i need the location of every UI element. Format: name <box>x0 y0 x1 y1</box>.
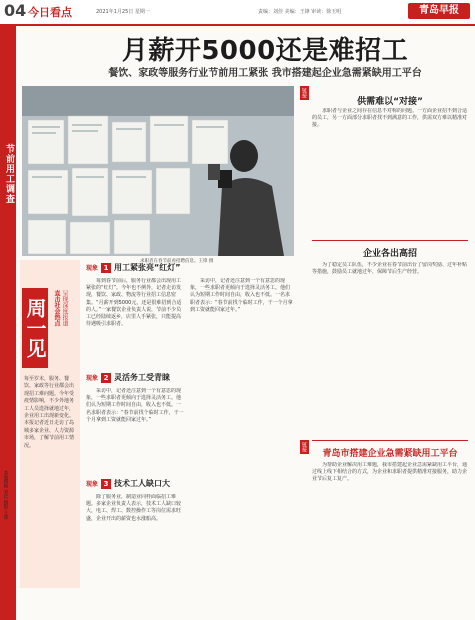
right-box-title: 供需难以“对接” <box>357 97 423 107</box>
top-bar <box>0 0 475 26</box>
section-b-body: 为帮助企业解决用工难题，我市搭建起企业急需紧缺用工平台，通过线上线下相结合的方式，为企业和求职者提供精准对接服务，助力企业节后复工复产。 <box>312 462 468 483</box>
right-column-tag-2 <box>300 440 308 454</box>
section-name: 今日看点 <box>28 6 72 19</box>
section-1-heading <box>86 262 296 273</box>
right-column-tag-2-text: 链接 <box>301 442 307 452</box>
section-2-number: 2 <box>101 373 111 383</box>
right-divider-2 <box>312 440 468 441</box>
section-a-body: 为了稳定员工队伍，不少企业在春节前出台了留岗奖励、过年补贴等措施，鼓励员工就地过年，保障节后生产经营。 <box>312 262 468 276</box>
section-b-title: 青岛市搭建企业急需紧缺用工平台 <box>322 449 458 459</box>
section-2-body: 采访中，记者还注意到一个有意思的现象，一些求职者更倾向于选择灵活务工。他们认为短期工作时间自由，收入也不低。一名求职者表示：“春节前找个临时工作，干一个月拿到工资就能回家过年。” <box>86 388 184 423</box>
section-1-body: 每到春节前后，服务行业都会出现用工紧张的“红灯”。今年也不例外，记者走访发现，餐饮、家政、物流等行业招工信息密集。“月薪开到5000元，还是很难招到合适的人。”一家餐饮企业负责人说，节前不少员工已经陆续返乡，店里人手紧张，只能提高待遇吸引求职者。 <box>86 278 182 328</box>
job-board-photo-illustration <box>22 86 294 256</box>
right-divider-1 <box>312 240 468 241</box>
right-column-tag-1-text: 链接 <box>301 88 307 98</box>
right-column-tag-1 <box>300 86 308 100</box>
column-vertical-label: 节前用工调查 <box>4 144 14 204</box>
side-notes: 本版撰稿 刘佳 摄影 王锋 <box>3 470 8 520</box>
subheadline: 餐饮、家政等服务行业节前用工紧张 我市搭建起企业急需紧缺用工平台 <box>108 68 422 79</box>
section-2-heading <box>86 372 190 383</box>
section-a-title: 企业各出高招 <box>362 249 417 259</box>
section-1-title: 用工紧张亮“红灯” <box>114 263 181 272</box>
photo-caption: 求职者在春节前看招聘信息。王锋 摄 <box>140 259 214 264</box>
page-number: 04 <box>4 1 27 20</box>
editors-line: 责编：刘佳 美编：王锋 审读：徐玉明 <box>258 9 342 15</box>
weekly-feature-sublabel-2: 呈现深度报道 <box>61 290 68 326</box>
weekly-feature-sublabel-1: 直击社会热点 <box>53 290 60 326</box>
left-red-column <box>0 24 16 620</box>
section-1-number: 1 <box>101 263 111 273</box>
dateline: 2021年1月25日 星期一 <box>96 9 150 15</box>
section-3-heading <box>86 478 190 489</box>
news-photo <box>22 86 294 256</box>
headline: 月薪开5000还是难招工 <box>121 36 409 66</box>
section-2-tag: 现象 <box>86 375 99 382</box>
section-3-tag: 现象 <box>86 481 99 488</box>
section-1-tag: 现象 <box>86 265 99 272</box>
weekly-feature-intro: 每至岁末，服务、餐饮、家政等行业都会出现招工难问题。今年受疫情影响，不少外地务工人员选择就地过年，企业用工出现新变化。本报记者近日走访了岛城多家企业、人力资源市场，了解节前用工情况。 <box>24 376 75 449</box>
right-box-body: 求职者与企业之间存在信息不对称的问题。一方面企业招不到合适的员工，另一方面部分求职者找不到满意的工作，供需双方难以精准对接。 <box>312 108 468 129</box>
newspaper-brand-logo: 青岛早报 <box>408 3 470 19</box>
weekly-feature-label: 周一见 <box>22 288 48 368</box>
section-1-body-continued: 采访中，记者还注意到一个有意思的现象，一些求职者更倾向于选择灵活务工。他们认为短期工作时间自由，收入也不低。一名求职者表示：“春节前找个临时工作，干一个月拿到工资就能回家过年。” <box>190 278 293 313</box>
section-3-title: 技术工人缺口大 <box>114 479 171 488</box>
section-2-title: 灵活务工受青睐 <box>114 373 171 382</box>
section-3-body: 除了服务业，制造业同样面临招工难题。多家企业负责人表示，技术工人缺口较大，电工、焊工、数控操作工等岗位需求旺盛，企业开出的薪资也水涨船高。 <box>86 494 182 522</box>
section-3-number: 3 <box>101 479 111 489</box>
